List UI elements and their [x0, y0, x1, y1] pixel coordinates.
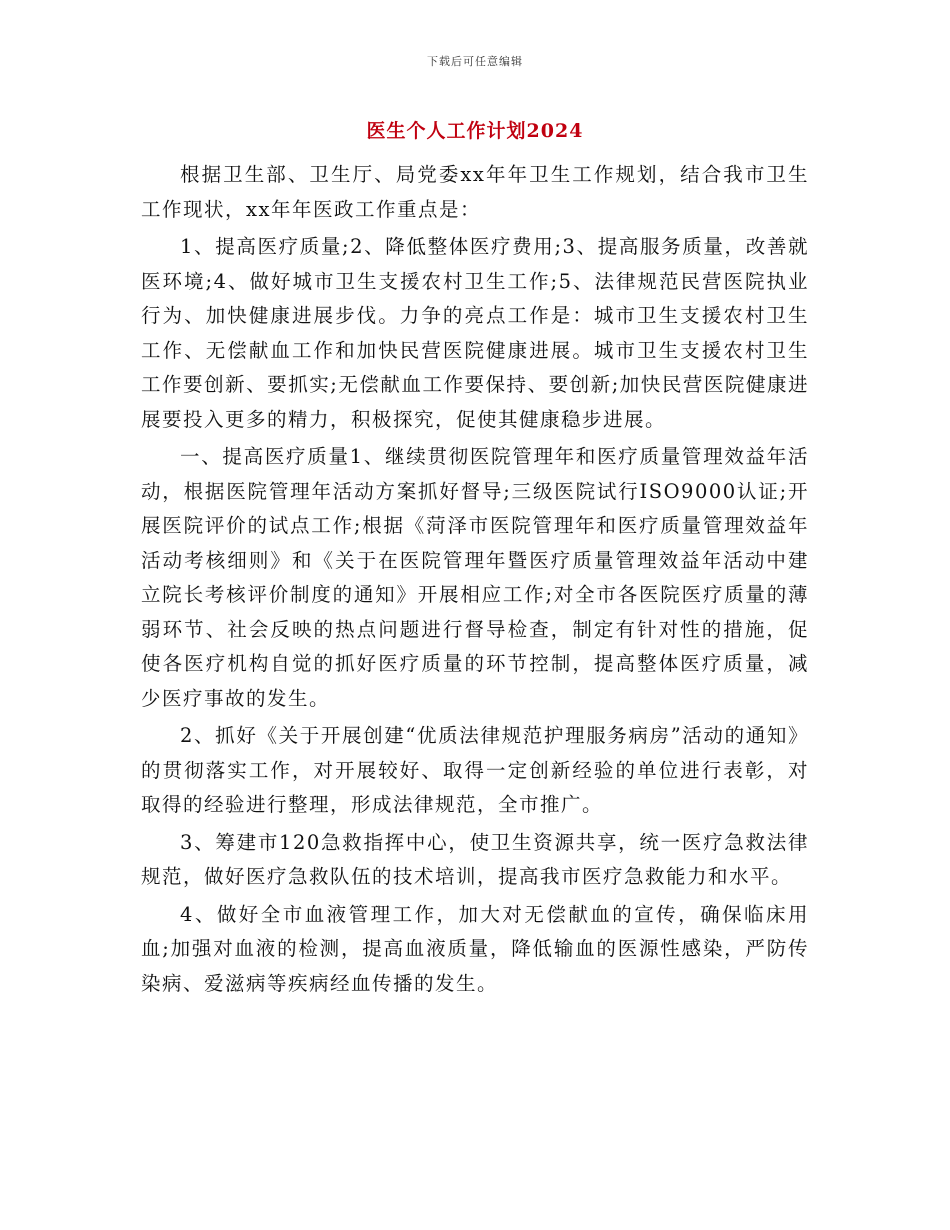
document-body: [141, 158, 809, 1004]
paragraph-key-points: 1、提高医疗质量;2、降低整体医疗费用;3、提高服务质量，改善就医环境;4、做好城市卫生支援农村卫生工作;5、法律规范民营医院执业行为、加快健康进展步伐。力争的亮点工作是：城市卫生支援农村卫生工作、无偿献血工作和加快民营医院健康进展。城市卫生支援农村卫生工作要创新、要抓实;无偿献血工作要保持、要创新;加快民营医院健康进展要投入更多的精力，积极探究，促使其健康稳步进展。: [141, 235, 809, 431]
paragraph-item-2: 2、抓好《关于开展创建“优质法律规范护理服务病房”活动的通知》的贯彻落实工作，对开展较好、取得一定创新经验的单位进行表彰，对取得的经验进行整理，形成法律规范，全市推广。: [141, 724, 809, 816]
document-title: 医生个人工作计划2024: [366, 120, 584, 142]
paragraph-item-3: 3、筹建市120急救指挥中心，使卫生资源共享，统一医疗急救法律规范，做好医疗急救队伍的技术培训，提高我市医疗急救能力和水平。: [141, 830, 809, 888]
paragraph-item-4: 4、做好全市血液管理工作，加大对无偿献血的宣传，确保临床用血;加强对血液的检测，提高血液质量，降低输血的医源性感染，严防传染病、爱滋病等疾病经血传播的发生。: [141, 902, 809, 995]
paragraph-intro: 根据卫生部、卫生厅、局党委xx年年卫生工作规划，结合我市卫生工作现状，xx年年医政工作重点是：: [141, 163, 809, 221]
page-header-note: 下载后可任意编辑: [427, 55, 523, 68]
paragraph-section-one: 一、提高医疗质量1、继续贯彻医院管理年和医疗质量管理效益年活动，根据医院管理年活动方案抓好督导;三级医院试行ISO9000认证;开展医院评价的试点工作;根据《菏泽市医院管理年和医疗质量管理效益年活动考核细则》和《关于在医院管理年暨医疗质量管理效益年活动中建立院长考核评价制度的通知》开展相应工作;对全市各医院医疗质量的薄弱环节、社会反映的热点问题进行督导检查，制定有针对性的措施，促使各医疗机构自觉的抓好医疗质量的环节控制，提高整体医疗质量，减少医疗事故的发生。: [141, 445, 809, 710]
